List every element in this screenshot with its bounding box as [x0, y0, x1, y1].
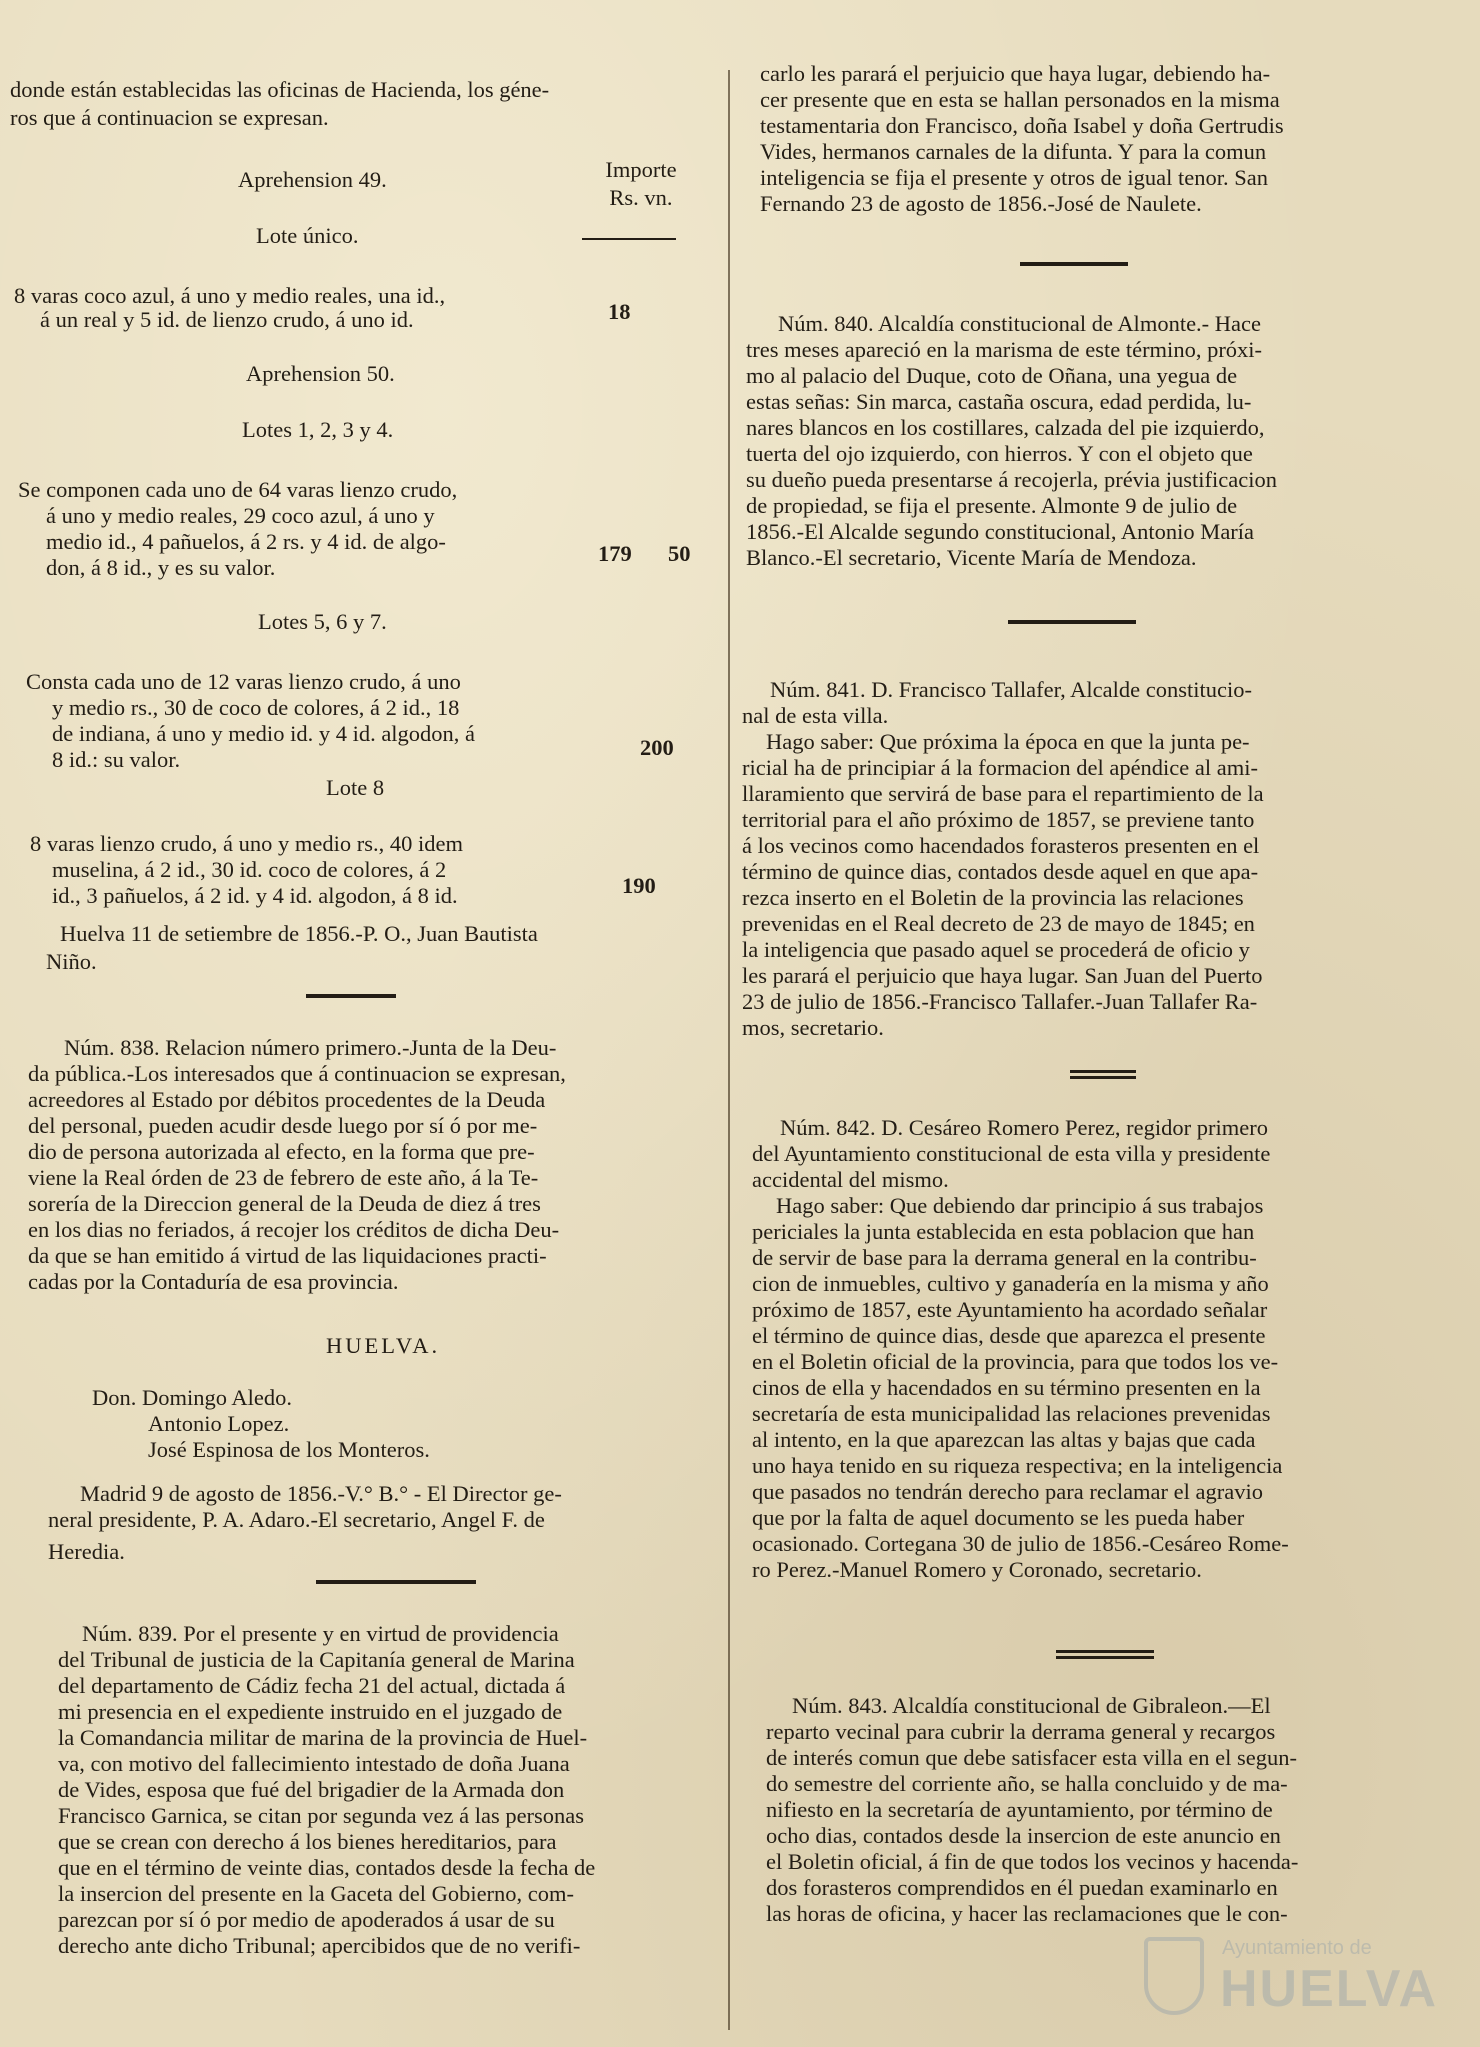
- notice-838-line: cadas por la Contaduría de esa provincia.: [28, 1269, 399, 1294]
- section-rule: [306, 994, 396, 998]
- notice-841-line: les parará el perjuicio que haya lugar. San Juan del Puerto: [742, 963, 1263, 988]
- name-line: Don. Domingo Aledo.: [92, 1385, 292, 1410]
- text-line: Niño.: [46, 949, 97, 974]
- notice-843-line: reparto vecinal para cubrir la derrama general y recargos: [766, 1719, 1276, 1744]
- notice-841-line: término de quince dias, contados desde aquel en que apa-: [742, 859, 1259, 884]
- shield-icon: [1144, 1937, 1204, 2015]
- notice-843-line: nifiesto en la secretaría de ayuntamiento, por término de: [766, 1797, 1273, 1822]
- notice-842-line: cinos de ella y hacendados en su término presenten en la: [752, 1375, 1261, 1400]
- notice-840-line: su dueño pueda presentarse á recojerla, prévia justificacion: [746, 467, 1278, 492]
- notice-839-line: la Comandancia militar de marina de la provincia de Huel-: [58, 1725, 588, 1750]
- notice-842-line: que por la falta de aquel documento se les pueda haber: [752, 1505, 1245, 1530]
- notice-839-line: que en el término de veinte dias, contados desde la fecha de: [58, 1855, 596, 1880]
- text-line: don, á 8 id., y es su valor.: [46, 555, 276, 580]
- notice-840-line: Blanco.-El secretario, Vicente María de Mendoza.: [746, 545, 1197, 570]
- notice-841-line: rezca inserto en el Boletin de la provincia las relaciones: [742, 885, 1244, 910]
- importe-header: Importe: [605, 157, 677, 182]
- watermark-big-text: HUELVA: [1220, 1960, 1439, 2018]
- notice-841-line: mos, secretario.: [742, 1015, 884, 1040]
- notice-839-line: de Vides, esposa que fué del brigadier de la Armada don: [58, 1777, 565, 1802]
- notice-840-line: mo al palacio del Duque, coto de Oñana, una yegua de: [746, 363, 1238, 388]
- notice-842-line: uno haya tenido en su riqueza respectiva; en la inteligencia: [752, 1453, 1283, 1478]
- place-heading: HUELVA.: [326, 1333, 441, 1358]
- notice-838-line: acreedores al Estado por débitos procedentes de la Deuda: [28, 1087, 546, 1112]
- notice-841-line: nal de esta villa.: [742, 703, 889, 728]
- notice-842-line: accidental del mismo.: [752, 1167, 949, 1192]
- notice-840-line: tuerta del ojo izquierdo, con hierros. Y con el objeto que: [746, 441, 1253, 466]
- notice-842-line: secretaría de esta municipalidad las relaciones prevenidas: [752, 1401, 1271, 1426]
- notice-840-line: de propiedad, se fija el presente. Almonte 9 de julio de: [746, 493, 1238, 518]
- notice-839-line: parezcan por sí ó por medio de apoderados á usar de su: [58, 1907, 555, 1932]
- notice-842-line: cion de inmuebles, cultivo y ganadería en la misma y año: [752, 1271, 1269, 1296]
- notice-841-line: ricial ha de principiar á la formacion del apéndice al ami-: [742, 755, 1258, 780]
- aprehension-heading: Aprehension 49.: [238, 167, 387, 192]
- notice-841-line: á los vecinos como hacendados forasteros presenten en el: [742, 833, 1260, 858]
- amount: 50: [668, 541, 691, 566]
- notice-841-line: Hago saber: Que próxima la época en que la junta pe-: [766, 729, 1250, 754]
- notice-839-line: la insercion del presente en la Gaceta del Gobierno, com-: [58, 1881, 575, 1906]
- notice-839-line: Núm. 839. Por el presente y en virtud de providencia: [82, 1621, 559, 1646]
- section-double-rule: [1070, 1070, 1136, 1079]
- amount-rule: [582, 238, 676, 240]
- notice-838-line: en los dias no feriados, á recojer los créditos de dicha Deu-: [28, 1217, 560, 1242]
- lote-heading: Lote único.: [256, 223, 359, 248]
- notice-838-line: da que se han emitido á virtud de las liquidaciones practi-: [28, 1243, 547, 1268]
- notice-839-line: va, con motivo del fallecimiento intestado de doña Juana: [58, 1751, 570, 1776]
- text-line: cer presente que en esta se hallan personados en la misma: [760, 87, 1280, 112]
- notice-843-line: dos forasteros comprendidos en él puedan examinarlo en: [766, 1875, 1278, 1900]
- notice-841-line: prevenidas en el Real decreto de 23 de mayo de 1845; en: [742, 911, 1255, 936]
- notice-839-line: del departamento de Cádiz fecha 21 del actual, dictada á: [58, 1673, 566, 1698]
- notice-840-line: 1856.-El Alcalde segundo constitucional, Antonio María: [746, 519, 1255, 544]
- notice-838-line: da pública.-Los interesados que á continuacion se expresan,: [28, 1061, 566, 1086]
- lote-heading: Lote 8: [326, 775, 385, 800]
- text-line: 8 varas coco azul, á uno y medio reales, una id.,: [14, 283, 446, 308]
- name-line: Antonio Lopez.: [148, 1411, 290, 1436]
- amount: 18: [608, 299, 631, 324]
- text-line: á uno y medio reales, 29 coco azul, á uno y: [46, 503, 435, 528]
- text-line: muselina, á 2 id., 30 id. coco de colores, á 2: [52, 857, 447, 882]
- text-line: Madrid 9 de agosto de 1856.-V.° B.° - El Director ge-: [80, 1481, 562, 1506]
- notice-840-line: nares blancos en los costillares, calzada del pie izquierdo,: [746, 415, 1265, 440]
- notice-842-line: al intento, en la que aparezcan las altas y bajas que cada: [752, 1427, 1256, 1452]
- lote-heading: Lotes 5, 6 y 7.: [258, 609, 387, 634]
- notice-843-line: de interés comun que debe satisfacer esta villa en el segun-: [766, 1745, 1298, 1770]
- amount: 200: [640, 735, 674, 760]
- notice-840-line: tres meses apareció en la marisma de este término, próxi-: [746, 337, 1263, 362]
- text-line: y medio rs., 30 de coco de colores, á 2 id., 18: [52, 695, 460, 720]
- text-line: Se componen cada uno de 64 varas lienzo crudo,: [18, 477, 458, 502]
- notice-842-line: ro Perez.-Manuel Romero y Coronado, secretario.: [752, 1557, 1202, 1582]
- notice-843-line: ocho dias, contados desde la insercion de este anuncio en: [766, 1823, 1281, 1848]
- section-rule: [316, 1580, 476, 1584]
- text-line: de indiana, á uno y medio id. y 4 id. algodon, á: [52, 721, 476, 746]
- text-line: Consta cada uno de 12 varas lienzo crudo, á uno: [26, 669, 461, 694]
- text-line: Fernando 23 de agosto de 1856.-José de Naulete.: [760, 191, 1202, 216]
- notice-839-line: derecho ante dicho Tribunal; apercibidos que de no verifi-: [58, 1933, 581, 1958]
- notice-843-line: do semestre del corriente año, se halla concluido y de ma-: [766, 1771, 1288, 1796]
- section-rule: [1008, 620, 1136, 624]
- notice-839-line: que se crean con derecho á los bienes hereditarios, para: [58, 1829, 557, 1854]
- notice-842-line: el término de quince dias, desde que aparezca el presente: [752, 1323, 1266, 1348]
- name-line: José Espinosa de los Monteros.: [148, 1437, 430, 1462]
- notice-839-line: mi presencia en el expediente instruido en el juzgado de: [58, 1699, 563, 1724]
- text-line: 8 varas lienzo crudo, á uno y medio rs., 40 idem: [30, 831, 464, 856]
- amount: 179: [598, 541, 632, 566]
- text-line: id., 3 pañuelos, á 2 id. y 4 id. algodon, á 8 id.: [52, 883, 458, 908]
- notice-838-line: viene la Real órden de 23 de febrero de este año, á la Te-: [28, 1165, 539, 1190]
- text-line: carlo les parará el perjuicio que haya lugar, debiendo ha-: [760, 61, 1271, 86]
- section-rule: [1020, 262, 1128, 266]
- notice-842-line: que pasados no tendrán derecho para reclamar el agravio: [752, 1479, 1263, 1504]
- text-line: testamentaria don Francisco, doña Isabel y doña Gertrudis: [760, 113, 1284, 138]
- text-line: donde están establecidas las oficinas de Hacienda, los géne-: [10, 77, 550, 102]
- notice-841-line: territorial para el año próximo de 1857, se previene tanto: [742, 807, 1255, 832]
- notice-841-line: la inteligencia que pasado aquel se procederá de oficio y: [742, 937, 1250, 962]
- notice-842-line: en el Boletin oficial de la provincia, para que todos los ve-: [752, 1349, 1279, 1374]
- column-divider: [728, 70, 730, 2030]
- text-line: Vides, hermanos carnales de la difunta. Y para la comun: [760, 139, 1267, 164]
- section-double-rule: [1056, 1650, 1154, 1659]
- notice-839-line: Francisco Garnica, se citan por segunda vez á las personas: [58, 1803, 585, 1828]
- notice-841-line: llaramiento que servirá de base para el repartimiento de la: [742, 781, 1264, 806]
- notice-838-line: sorería de la Direccion general de la Deuda de diez á tres: [28, 1191, 541, 1216]
- watermark-logo: [1144, 1919, 1444, 2039]
- text-line: ros que á continuacion se expresan.: [10, 105, 329, 130]
- aprehension-heading: Aprehension 50.: [246, 361, 395, 386]
- text-line: inteligencia se fija el presente y otros de igual tenor. San: [760, 165, 1268, 190]
- notice-840-line: Núm. 840. Alcaldía constitucional de Almonte.- Hace: [778, 311, 1262, 336]
- text-line: Heredia.: [48, 1539, 125, 1564]
- notice-838-line: dio de persona autorizada al efecto, en la forma que pre-: [28, 1139, 535, 1164]
- text-line: neral presidente, P. A. Adaro.-El secretario, Angel F. de: [48, 1507, 545, 1532]
- text-line: medio id., 4 pañuelos, á 2 rs. y 4 id. de algo-: [46, 529, 446, 554]
- notice-842-line: periciales la junta establecida en esta poblacion que han: [752, 1219, 1255, 1244]
- notice-841-line: Núm. 841. D. Francisco Tallafer, Alcalde constitucio-: [770, 677, 1252, 702]
- notice-839-line: del Tribunal de justicia de la Capitanía general de Marina: [58, 1647, 575, 1672]
- notice-842-line: Hago saber: Que debiendo dar principio á sus trabajos: [776, 1193, 1264, 1218]
- notice-838-line: Núm. 838. Relacion número primero.-Junta de la Deu-: [64, 1035, 557, 1060]
- watermark-small-text: Ayuntamiento de: [1222, 1937, 1372, 1959]
- amount: 190: [622, 873, 656, 898]
- notice-842-line: del Ayuntamiento constitucional de esta villa y presidente: [752, 1141, 1271, 1166]
- text-line: Huelva 11 de setiembre de 1856.-P. O., Juan Bautista: [60, 921, 538, 946]
- text-line: á un real y 5 id. de lienzo crudo, á uno id.: [40, 307, 414, 332]
- notice-843-line: las horas de oficina, y hacer las reclamaciones que le con-: [766, 1901, 1288, 1926]
- notice-841-line: 23 de julio de 1856.-Francisco Tallafer.-Juan Tallafer Ra-: [742, 989, 1258, 1014]
- notice-843-line: el Boletin oficial, á fin de que todos los vecinos y hacenda-: [766, 1849, 1299, 1874]
- notice-840-line: estas señas: Sin marca, castaña oscura, edad perdida, lu-: [746, 389, 1252, 414]
- importe-units: Rs. vn.: [609, 185, 673, 210]
- notice-843-line: Núm. 843. Alcaldía constitucional de Gibraleon.—El: [792, 1693, 1271, 1718]
- notice-838-line: del personal, pueden acudir desde luego por sí ó por me-: [28, 1113, 538, 1138]
- notice-842-line: próximo de 1857, este Ayuntamiento ha acordado señalar: [752, 1297, 1268, 1322]
- notice-842-line: de servir de base para la derrama general en la contribu-: [752, 1245, 1257, 1270]
- notice-842-line: ocasionado. Cortegana 30 de julio de 1856.-Cesáreo Rome-: [752, 1531, 1289, 1556]
- text-line: 8 id.: su valor.: [52, 747, 181, 772]
- lote-heading: Lotes 1, 2, 3 y 4.: [242, 417, 394, 442]
- notice-842-line: Núm. 842. D. Cesáreo Romero Perez, regidor primero: [780, 1115, 1268, 1140]
